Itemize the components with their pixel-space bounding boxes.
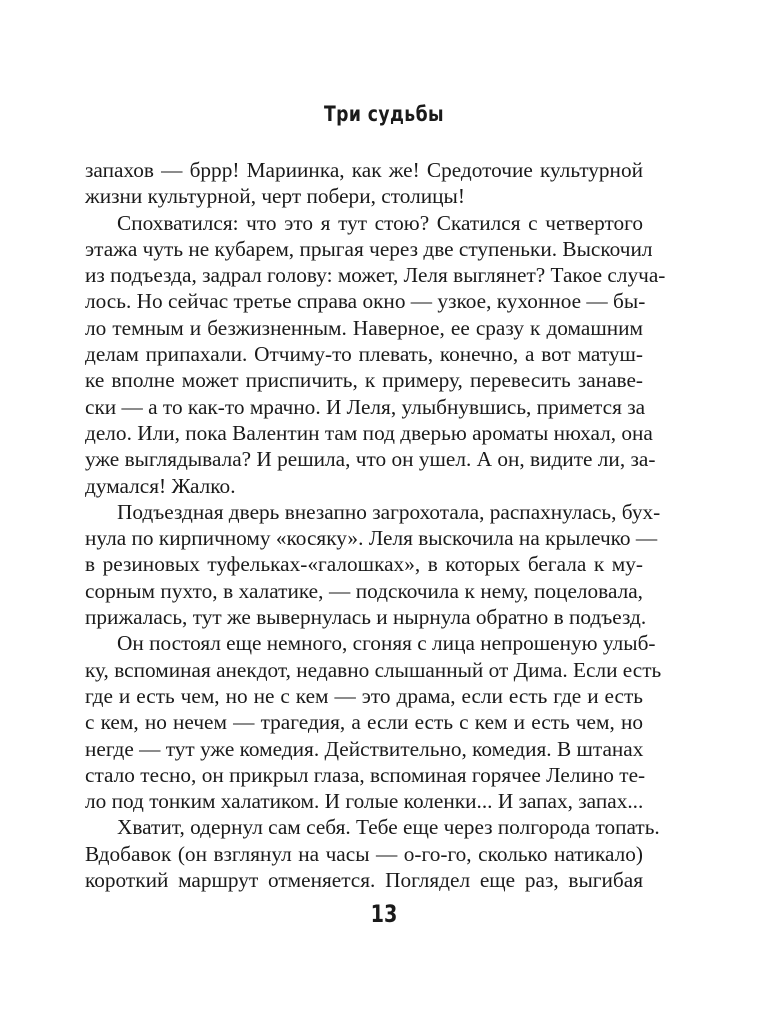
text-line: Подъездная дверь внезапно загрохотала, распахнулась, бух- bbox=[117, 499, 661, 524]
text-line: дело. Или, пока Валентин там под дверью ароматы нюхал, она bbox=[85, 420, 653, 445]
text-line: ке вполне может приспичить, к примеру, перевесить занаве- bbox=[85, 368, 643, 393]
text-line: Спохватился: что это я тут стою? Скатился с четвертого bbox=[117, 210, 643, 235]
text-line: делам припахали. Отчиму-то плевать, конечно, а вот матуш- bbox=[85, 342, 643, 367]
text-line: короткий маршрут отменяется. Поглядел еще раз, выгибая bbox=[85, 868, 643, 893]
text-line: Хватит, одернул сам себя. Тебе еще через полгорода топать. bbox=[117, 815, 660, 840]
page-number: 13 bbox=[370, 900, 398, 928]
text-line: нула по кирпичному «косяку». Леля выскочила на крылечко — bbox=[85, 526, 658, 551]
text-line: в резиновых туфельках-«галошках», в которых бегала к му- bbox=[85, 552, 643, 577]
text-line: ку, вспоминая анекдот, недавно слышанный от Дима. Если есть bbox=[85, 657, 662, 682]
text-line: Он постоял еще немного, сгоняя с лица непрошеную улыб- bbox=[117, 631, 656, 656]
running-header: Три судьбы bbox=[323, 102, 445, 126]
text-line: думался! Жалко. bbox=[85, 473, 236, 498]
text-line: ло под тонким халатиком. И голые коленки... И запах, запах... bbox=[85, 789, 644, 814]
text-line: лось. Но сейчас третье справа окно — узкое, кухонное — бы- bbox=[85, 289, 646, 314]
body-text bbox=[85, 157, 666, 893]
text-line: запахов — бррр! Мариинка, как же! Средоточие культурной bbox=[85, 158, 643, 182]
text-line: стало тесно, он прикрыл глаза, вспоминая горячее Лелино те- bbox=[85, 762, 646, 787]
text-line: с кем, но нечем — трагедия, а если есть с кем и есть чем, но bbox=[85, 710, 643, 735]
text-line: негде — тут уже комедия. Действительно, комедия. В штанах bbox=[85, 736, 644, 761]
text-line: ски — а то как-то мрачно. И Леля, улыбнувшись, примется за bbox=[85, 394, 646, 419]
text-line: этажа чуть не кубарем, прыгая через две ступеньки. Выскочил bbox=[85, 236, 653, 261]
text-line: из подъезда, задрал голову: может, Леля выглянет? Такое случа- bbox=[85, 263, 666, 288]
text-line: сорным пухто, в халатике, — подскочила к нему, поцеловала, bbox=[85, 578, 643, 603]
text-line: уже выглядывала? И решила, что он ушел. А он, видите ли, за- bbox=[85, 447, 656, 472]
text-line: прижалась, тут же вывернулась и нырнула обратно в подъезд. bbox=[85, 605, 647, 630]
text-line: где и есть чем, но не с кем — это драма, если есть где и есть bbox=[85, 683, 643, 708]
text-line: ло темным и безжизненным. Наверное, ее сразу к домашним bbox=[85, 315, 643, 340]
text-line: Вдобавок (он взглянул на часы — о-го-го, сколько натикало) bbox=[85, 841, 643, 866]
text-line: жизни культурной, черт побери, столицы! bbox=[85, 184, 465, 209]
